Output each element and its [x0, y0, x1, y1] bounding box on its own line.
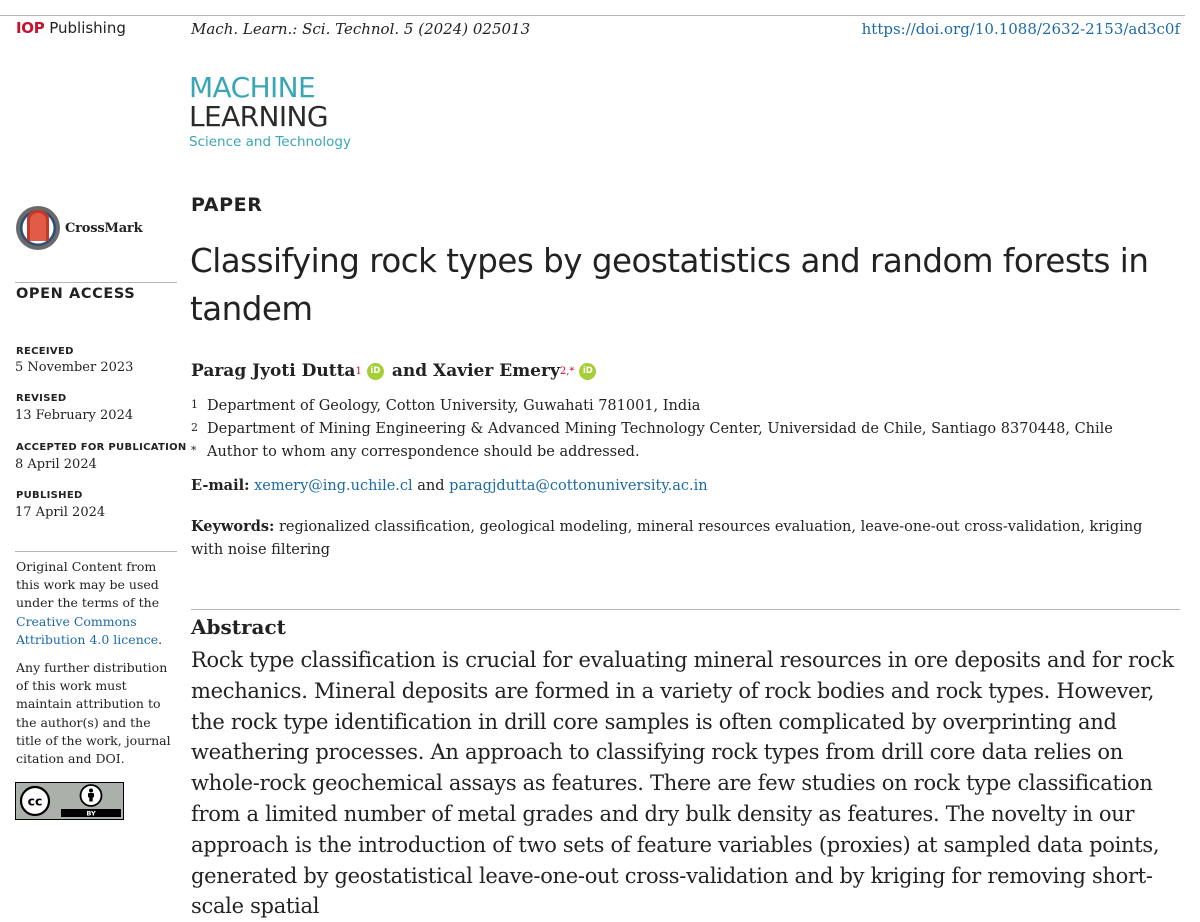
journal-logo-line3: Science and Technology — [189, 134, 351, 150]
author-connector: and — [391, 361, 428, 381]
affiliation-text: Department of Mining Engineering & Advanced Mining Technology Center, Universidad de Chile, Santiago 8370448, Chile — [207, 421, 1113, 437]
abstract-heading: Abstract — [191, 615, 286, 639]
sidebar-rule — [15, 282, 177, 283]
crossmark-button[interactable] — [15, 205, 142, 251]
date-label-received: RECEIVED — [16, 346, 74, 357]
attribution-icon — [81, 785, 102, 806]
publisher-logo-mark: IOP — [16, 19, 45, 37]
paper-title: Classifying rock types by geostatistics and random forests in tandem — [190, 242, 1149, 328]
affiliation — [191, 421, 1113, 437]
affiliation — [191, 398, 700, 414]
licence-text-end: . — [158, 631, 163, 647]
licence-link[interactable]: Creative Commons Attribution 4.0 licence — [16, 613, 159, 647]
crossmark-icon — [15, 205, 61, 251]
licence-text: Original Content from this work may be used under the terms of the — [16, 559, 160, 611]
affiliation-mark: * — [191, 444, 197, 457]
abstract-text: Rock type classification is crucial for evaluating mineral resources in ore deposits and for rock mechanics. Mineral deposits are formed in a variety of rock bodies and rock types. However, the rock type identification in drill core samples is often complicated by overprinting and weathering processes. An approach to classifying rock types from drill core data relies on whole-rock geochemical assays as features. There are few studies on rock type classification from a limited number of metal grades and dry bulk density as features. The novelty in our approach is the introduction of two sets of feature variables (proxies) at sampled data points, generated by geostatistical leave-one-out cross-validation and by kriging for removing short-scale spatial — [191, 648, 1174, 919]
keywords — [191, 515, 1151, 562]
author-affiliation-mark: 2,* — [559, 365, 575, 377]
journal-citation: Mach. Learn.: Sci. Technol. 5 (2024) 025013 — [191, 20, 531, 38]
article-type-label: PAPER — [191, 194, 263, 216]
date-value-revised: 13 February 2024 — [15, 408, 134, 423]
abstract-rule — [191, 609, 1180, 610]
email-link[interactable]: xemery@ing.uchile.cl — [254, 478, 413, 494]
open-access-label: OPEN ACCESS — [16, 286, 136, 302]
affiliation-mark: 1 — [191, 398, 198, 411]
email-connector: and — [417, 478, 445, 494]
keywords-text: regionalized classification, geological modeling, mineral resources evaluation, leave-one-out cross-validation, kriging with noise filtering — [191, 519, 1143, 558]
orcid-icon[interactable]: iD — [579, 363, 596, 380]
crossmark-label: CrossMark — [65, 220, 143, 236]
author-name[interactable]: Parag Jyoti Dutta — [191, 361, 356, 381]
cc-by-badge[interactable] — [15, 782, 124, 820]
date-value-accepted: 8 April 2024 — [15, 457, 97, 472]
date-value-published: 17 April 2024 — [15, 505, 106, 520]
licence-notice — [16, 558, 178, 649]
publisher-logo[interactable] — [16, 19, 126, 37]
date-label-published: PUBLISHED — [16, 490, 83, 501]
doi-link[interactable]: https://doi.org/10.1088/2632-2153/ad3c0f — [861, 20, 1180, 38]
affiliation-text: Department of Geology, Cotton University, Guwahati 781001, India — [207, 398, 701, 414]
date-value-received: 5 November 2023 — [15, 360, 134, 375]
keywords-label: Keywords: — [191, 518, 275, 535]
header-rule — [0, 15, 1185, 16]
journal-logo[interactable] — [189, 71, 351, 150]
author-affiliation-mark: 1 — [355, 365, 362, 377]
publisher-logo-text: Publishing — [49, 19, 126, 37]
corresponding-author-note — [191, 444, 640, 460]
author-name[interactable]: Xavier Emery — [433, 361, 560, 381]
date-label-revised: REVISED — [16, 393, 67, 404]
date-label-accepted: ACCEPTED FOR PUBLICATION — [16, 442, 187, 453]
email-label: E-mail: — [191, 477, 250, 494]
distribution-notice: Any further distribution of this work must maintain attribution to the author(s) and the title of the work, journal citation and DOI. — [16, 660, 171, 767]
journal-logo-line1: MACHINE — [189, 71, 316, 104]
affiliation-text: Author to whom any correspondence should be addressed. — [207, 444, 640, 460]
email-line — [191, 477, 708, 494]
email-link[interactable]: paragjdutta@cottonuniversity.ac.in — [449, 478, 708, 494]
affiliation-mark: 2 — [191, 421, 198, 434]
cc-by-text: BY — [86, 809, 96, 818]
sidebar-rule — [15, 551, 177, 552]
cc-icon — [21, 787, 49, 815]
cc-icon-text: cc — [27, 793, 43, 809]
journal-logo-line2: LEARNING — [189, 100, 328, 133]
author-list — [191, 361, 604, 381]
orcid-icon[interactable]: iD — [367, 363, 384, 380]
